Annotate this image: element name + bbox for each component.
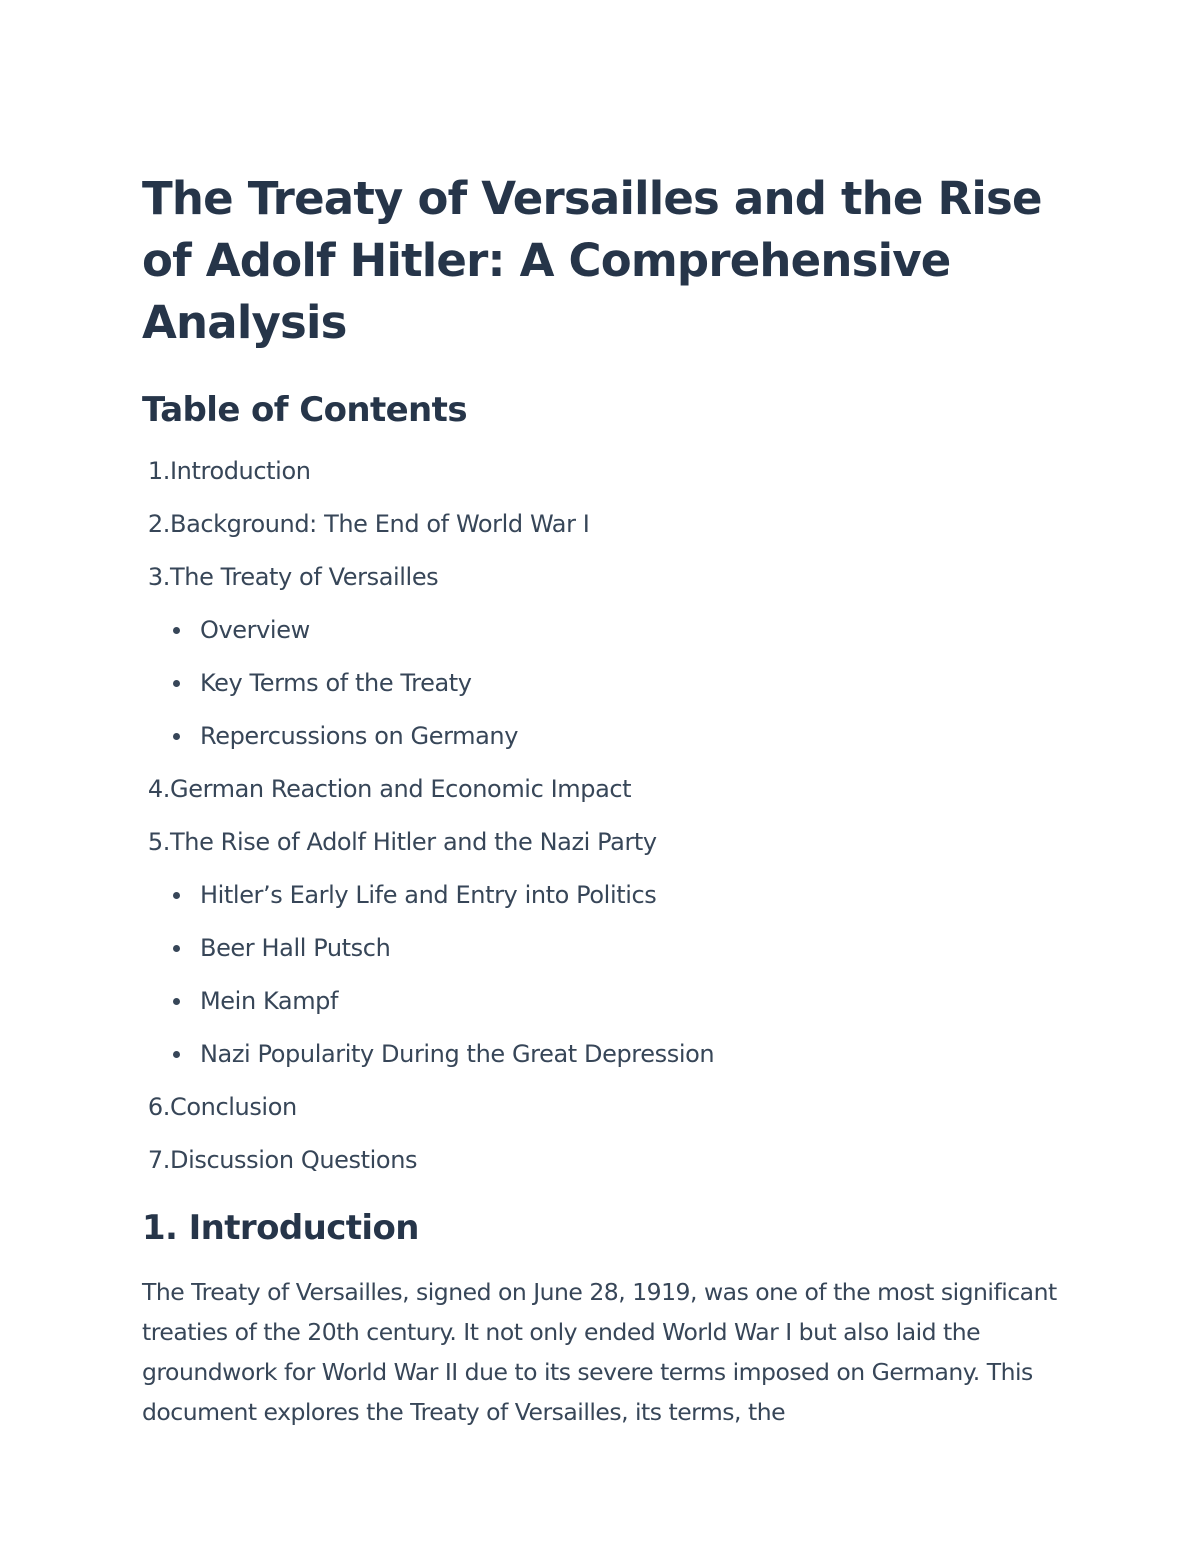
toc-item-number: 2. bbox=[147, 510, 170, 538]
toc-item-label: The Treaty of Versailles bbox=[170, 563, 439, 591]
introduction-paragraph: The Treaty of Versailles, signed on June 28, 1919, was one of the most significant treaties of the 20th century. It not only ended World War I but also laid the groundwork for World War II due to its severe terms imposed on Germany. This document explores the Treaty of Versailles, its terms, the bbox=[142, 1278, 1057, 1426]
bullet-icon bbox=[170, 721, 200, 751]
toc-subitem-early-life bbox=[142, 880, 1062, 933]
toc-item-label: Introduction bbox=[170, 457, 311, 485]
toc-item-number: 7. bbox=[147, 1146, 170, 1174]
toc-item-label: The Rise of Adolf Hitler and the Nazi Party bbox=[170, 828, 657, 856]
toc-item-number: 4. bbox=[147, 775, 170, 803]
bullet-icon bbox=[170, 1039, 200, 1069]
toc-subitem-label: Hitler’s Early Life and Entry into Politics bbox=[200, 881, 657, 909]
toc-item-introduction bbox=[142, 456, 1062, 509]
toc-heading: Table of Contents bbox=[142, 390, 467, 430]
document-title: The Treaty of Versailles and the Rise of Adolf Hitler: A Comprehensive Analysis bbox=[142, 172, 1042, 349]
table-of-contents bbox=[142, 456, 1062, 1198]
toc-subitem-label: Mein Kampf bbox=[200, 987, 339, 1015]
toc-item-label: Conclusion bbox=[170, 1093, 297, 1121]
toc-subitem-label: Key Terms of the Treaty bbox=[200, 669, 472, 697]
toc-subitem-mein-kampf bbox=[142, 986, 1062, 1039]
toc-subitem-label: Overview bbox=[200, 616, 310, 644]
toc-subitem-nazi-popularity bbox=[142, 1039, 1062, 1092]
bullet-icon bbox=[170, 615, 200, 645]
toc-item-conclusion bbox=[142, 1092, 1062, 1145]
bullet-icon bbox=[170, 668, 200, 698]
toc-item-number: 5. bbox=[147, 828, 170, 856]
toc-item-number: 6. bbox=[147, 1093, 170, 1121]
toc-item-background bbox=[142, 509, 1062, 562]
bullet-icon bbox=[170, 880, 200, 910]
toc-item-german-reaction bbox=[142, 774, 1062, 827]
toc-item-treaty bbox=[142, 562, 1062, 615]
bullet-icon bbox=[170, 986, 200, 1016]
bullet-icon bbox=[170, 933, 200, 963]
toc-item-discussion bbox=[142, 1145, 1062, 1198]
toc-subitem-label: Repercussions on Germany bbox=[200, 722, 519, 750]
section-heading-introduction: 1. Introduction bbox=[142, 1208, 419, 1248]
toc-subitem-beer-hall-putsch bbox=[142, 933, 1062, 986]
toc-subitem-overview bbox=[142, 615, 1062, 668]
toc-item-label: German Reaction and Economic Impact bbox=[170, 775, 632, 803]
toc-subitem-repercussions bbox=[142, 721, 1062, 774]
toc-item-label: Discussion Questions bbox=[170, 1146, 418, 1174]
toc-item-label: Background: The End of World War I bbox=[170, 510, 590, 538]
document-page bbox=[142, 168, 1062, 1432]
toc-subitem-label: Beer Hall Putsch bbox=[200, 934, 391, 962]
toc-item-number: 3. bbox=[147, 563, 170, 591]
toc-item-number: 1. bbox=[147, 457, 170, 485]
toc-item-rise-of-hitler bbox=[142, 827, 1062, 880]
toc-subitem-label: Nazi Popularity During the Great Depression bbox=[200, 1040, 715, 1068]
toc-subitem-key-terms bbox=[142, 668, 1062, 721]
